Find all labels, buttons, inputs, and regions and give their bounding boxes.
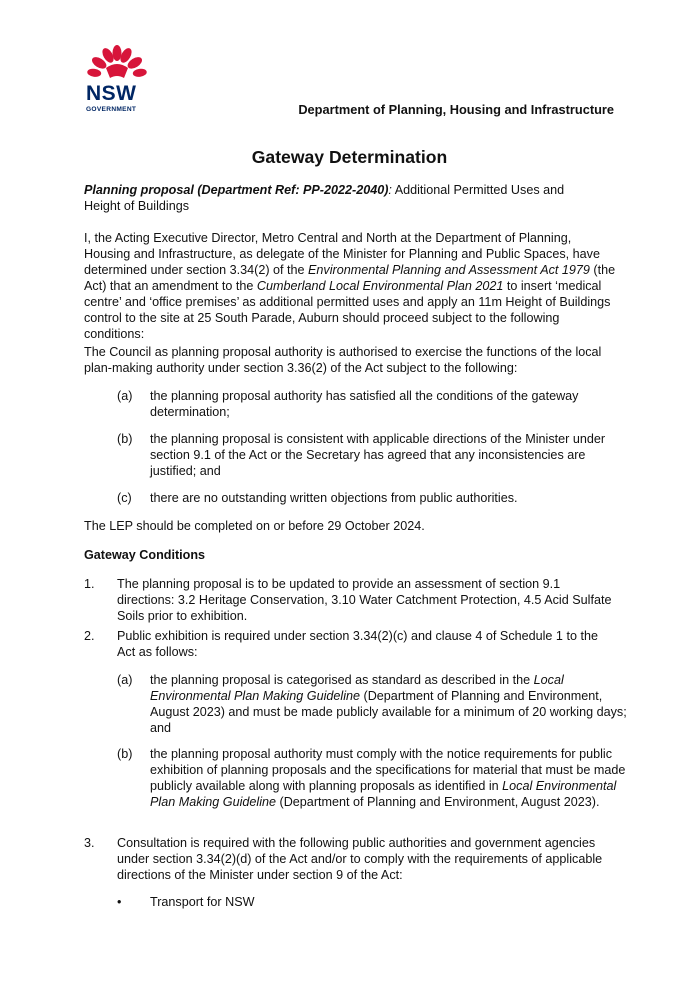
condition-text: there are no outstanding written objections from public authorities. xyxy=(150,491,518,505)
proposal-label: Planning proposal (Department Ref: PP-2022-2040) xyxy=(84,183,389,197)
item-text: Public exhibition is required under section 3.34(2)(c) and clause 4 of Schedule 1 to the Act as follows: xyxy=(117,629,598,659)
subitem-a-text-1: the planning proposal is categorised as standard as described in the xyxy=(150,673,534,687)
subitem-b-text-1: the planning proposal authority must comply with the notice requirements for public exhibition of planning proposals and the specifications for material that must be made publicly available along with planning proposals as identified in xyxy=(150,747,626,793)
proposal-line xyxy=(84,182,594,214)
item-number: 1. xyxy=(84,577,95,591)
gateway-conditions-heading: Gateway Conditions xyxy=(84,548,206,562)
guideline-title: Local Environmental Plan Making Guideline xyxy=(150,779,617,809)
subitem-b-text-2: (Department of Planning and Environment, August 2023). xyxy=(276,795,600,809)
page-title: Gateway Determination xyxy=(251,147,448,167)
logo-subtitle: GOVERNMENT xyxy=(86,106,137,113)
guideline-title: Local Environmental Plan Making Guideline xyxy=(150,673,564,703)
item-number: 2. xyxy=(84,629,95,643)
para1-text-2: (the Act) that an amendment to the xyxy=(84,263,616,293)
subitem-text xyxy=(150,746,630,810)
subitem-a-text-2: (Department of Planning and Environment, August 2023) and must be made publicly available for a minimum of 20 working days; and xyxy=(150,689,627,735)
lep-title: Cumberland Local Environmental Plan 2021 xyxy=(256,279,504,293)
para1-text-3: to insert ‘medical centre’ and ‘office premises’ as additional permitted uses and apply an 11m Height of Buildings control to the site at 25 South Parade, Auburn should proceed subject to the following conditions: xyxy=(84,279,611,341)
act-title: Environmental Planning and Assessment Act 1979 xyxy=(308,263,590,277)
bullet-text: Transport for NSW xyxy=(150,895,255,909)
authority-paragraph: The Council as planning proposal authority is authorised to exercise the functions of the local plan-making authority under section 3.36(2) of the Act subject to the following: xyxy=(84,345,602,375)
lep-completion-date: The LEP should be completed on or before 29 October 2024. xyxy=(84,519,425,533)
para1-text-1: I, the Acting Executive Director, Metro Central and North at the Department of Planning, Housing and Infrastructure, as delegate of the Minister for Planning and Public Spaces, have determined under section 3.34(2) of the xyxy=(84,231,600,277)
condition-text: the planning proposal is consistent with applicable directions of the Minister under section 9.1 of the Act or the Secretary has agreed that any inconsistencies are justified; and xyxy=(150,432,606,478)
logo-wordmark: NSW xyxy=(86,82,137,105)
condition-label: (b) xyxy=(117,432,133,446)
item-text: Consultation is required with the following public authorities and government agencies under section 3.34(2)(d) of the Act and/or to comply with the requirements of applicable directions of the Minister under section 9 of the Act: xyxy=(117,836,603,882)
subitem-label: (a) xyxy=(117,673,133,687)
item-number: 3. xyxy=(84,836,95,850)
condition-label: (a) xyxy=(117,389,133,403)
proposal-description: Additional Permitted Uses and Height of Buildings xyxy=(84,183,565,213)
proposal-colon: : xyxy=(388,183,392,197)
subitem-text xyxy=(150,672,630,736)
condition-text: the planning proposal authority has satisfied all the conditions of the gateway determination; xyxy=(150,389,579,419)
department-name: Department of Planning, Housing and Infrastructure xyxy=(298,102,614,117)
condition-label: (c) xyxy=(117,491,132,505)
item-text: The planning proposal is to be updated to provide an assessment of section 9.1 directions: 3.2 Heritage Conservation, 3.10 Water Catchment Protection, 4.5 Acid Sulfate Soils prior to exhibition. xyxy=(117,577,612,623)
delegation-paragraph xyxy=(84,230,616,342)
subitem-label: (b) xyxy=(117,747,133,761)
bullet: • xyxy=(117,895,122,909)
